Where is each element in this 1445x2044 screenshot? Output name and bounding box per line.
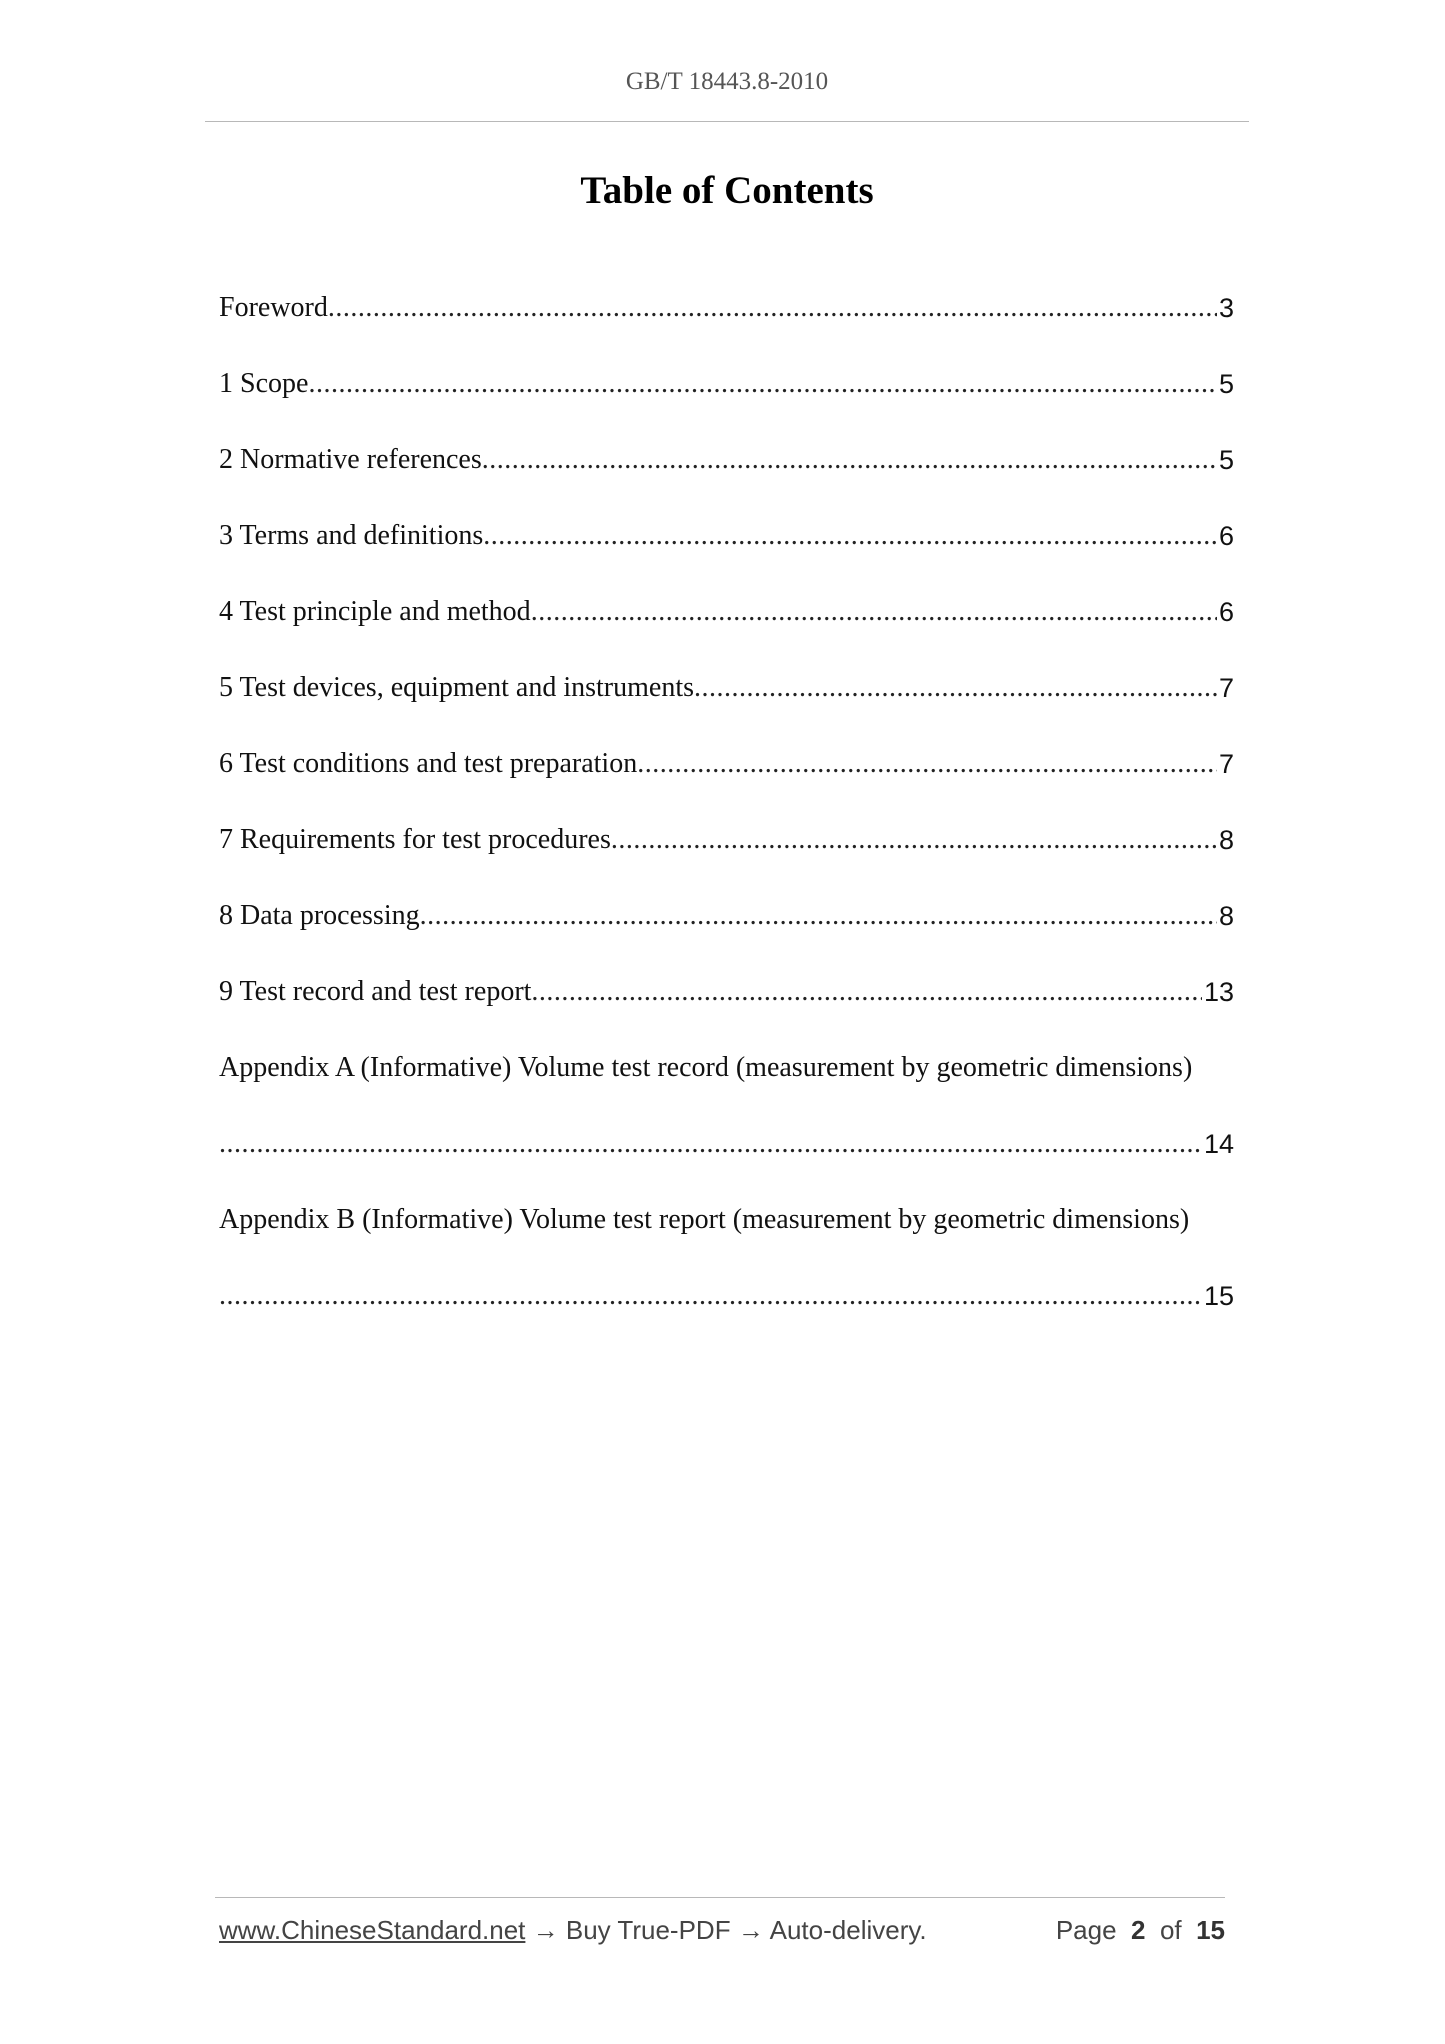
toc-entry-page: 14: [1203, 1129, 1234, 1159]
footer-promo: [219, 1915, 927, 1946]
toc-entry-test-record[interactable]: [219, 970, 1234, 1046]
toc-entry-test-procedures[interactable]: [219, 818, 1234, 894]
toc-leader-dots: [308, 362, 1217, 406]
toc-entry-scope[interactable]: [219, 362, 1234, 438]
toc-entry-page: 7: [1218, 673, 1234, 703]
toc-entry-page: 6: [1218, 597, 1234, 627]
toc-entry-label: 7 Requirements for test procedures: [219, 824, 611, 855]
page-indicator: [1056, 1915, 1225, 1946]
toc-entry-foreword[interactable]: [219, 286, 1234, 362]
arrow-right-icon: →: [532, 1915, 559, 1945]
footer-divider: [215, 1897, 1225, 1898]
toc-entry-label: 4 Test principle and method: [219, 596, 531, 627]
toc-leader-dots: [611, 818, 1217, 862]
toc-entry-data-processing[interactable]: [219, 894, 1234, 970]
delivery-text: Auto-delivery.: [769, 1915, 927, 1945]
toc-leader-dots: [694, 666, 1217, 710]
toc-entry-test-devices[interactable]: [219, 666, 1234, 742]
website-link[interactable]: www.ChineseStandard.net: [219, 1915, 526, 1945]
header-divider: [205, 121, 1249, 122]
toc-entry-label: Foreword: [219, 292, 328, 323]
page-header-standard-id: GB/T 18443.8-2010: [625, 68, 829, 95]
buy-text: Buy True-PDF: [565, 1915, 731, 1945]
page-word: Page: [1055, 1915, 1117, 1945]
toc-leader-dots: [531, 970, 1202, 1014]
toc-entry-page: 15: [1203, 1281, 1234, 1311]
toc-entry-label: 1 Scope: [219, 368, 309, 399]
toc-entry-page: 7: [1218, 749, 1234, 779]
page-title: Table of Contents: [580, 169, 874, 212]
toc-leader-dots: [420, 894, 1217, 938]
toc-entry-appendix-a-page-line[interactable]: [219, 1122, 1234, 1198]
toc-leader-dots: [482, 438, 1217, 482]
page-footer: [219, 1915, 1225, 1946]
toc-entry-label: 5 Test devices, equipment and instruments: [219, 672, 694, 703]
toc-entry-label: 9 Test record and test report: [219, 976, 532, 1007]
toc-leader-dots: [219, 1122, 1202, 1166]
toc-entry-page: 13: [1203, 977, 1234, 1007]
of-word: of: [1159, 1915, 1182, 1945]
toc-entry-label: 6 Test conditions and test preparation: [219, 748, 638, 779]
toc-leader-dots: [328, 286, 1217, 330]
toc-entry-label: 3 Terms and definitions: [219, 520, 484, 551]
toc-entry-terms-and-definitions[interactable]: [219, 514, 1234, 590]
arrow-right-icon: →: [737, 1915, 764, 1945]
toc-entry-label: 2 Normative references: [219, 444, 482, 475]
toc-entry-page: 8: [1218, 825, 1234, 855]
toc-leader-dots: [219, 1274, 1202, 1318]
toc-leader-dots: [483, 514, 1217, 558]
table-of-contents: [219, 286, 1234, 1350]
toc-leader-dots: [531, 590, 1217, 634]
toc-entry-page: 6: [1218, 521, 1234, 551]
toc-entry-page: 3: [1218, 293, 1234, 323]
toc-entry-label: Appendix B (Informative) Volume test report (measurement by geometric dimensions): [219, 1204, 1190, 1235]
toc-entry-appendix-b[interactable]: [219, 1198, 1234, 1274]
toc-entry-label: 8 Data processing: [219, 900, 420, 931]
toc-entry-page: 5: [1218, 445, 1234, 475]
toc-entry-test-conditions[interactable]: [219, 742, 1234, 818]
toc-entry-normative-references[interactable]: [219, 438, 1234, 514]
total-pages-number: 15: [1196, 1915, 1225, 1945]
toc-entry-page: 5: [1218, 369, 1234, 399]
toc-entry-page: 8: [1218, 901, 1234, 931]
toc-leader-dots: [637, 742, 1217, 786]
toc-entry-appendix-b-page-line[interactable]: [219, 1274, 1234, 1350]
toc-entry-appendix-a[interactable]: [219, 1046, 1234, 1122]
toc-entry-test-principle[interactable]: [219, 590, 1234, 666]
toc-entry-label: Appendix A (Informative) Volume test record (measurement by geometric dimensions): [219, 1052, 1193, 1083]
current-page-number: 2: [1131, 1915, 1146, 1945]
